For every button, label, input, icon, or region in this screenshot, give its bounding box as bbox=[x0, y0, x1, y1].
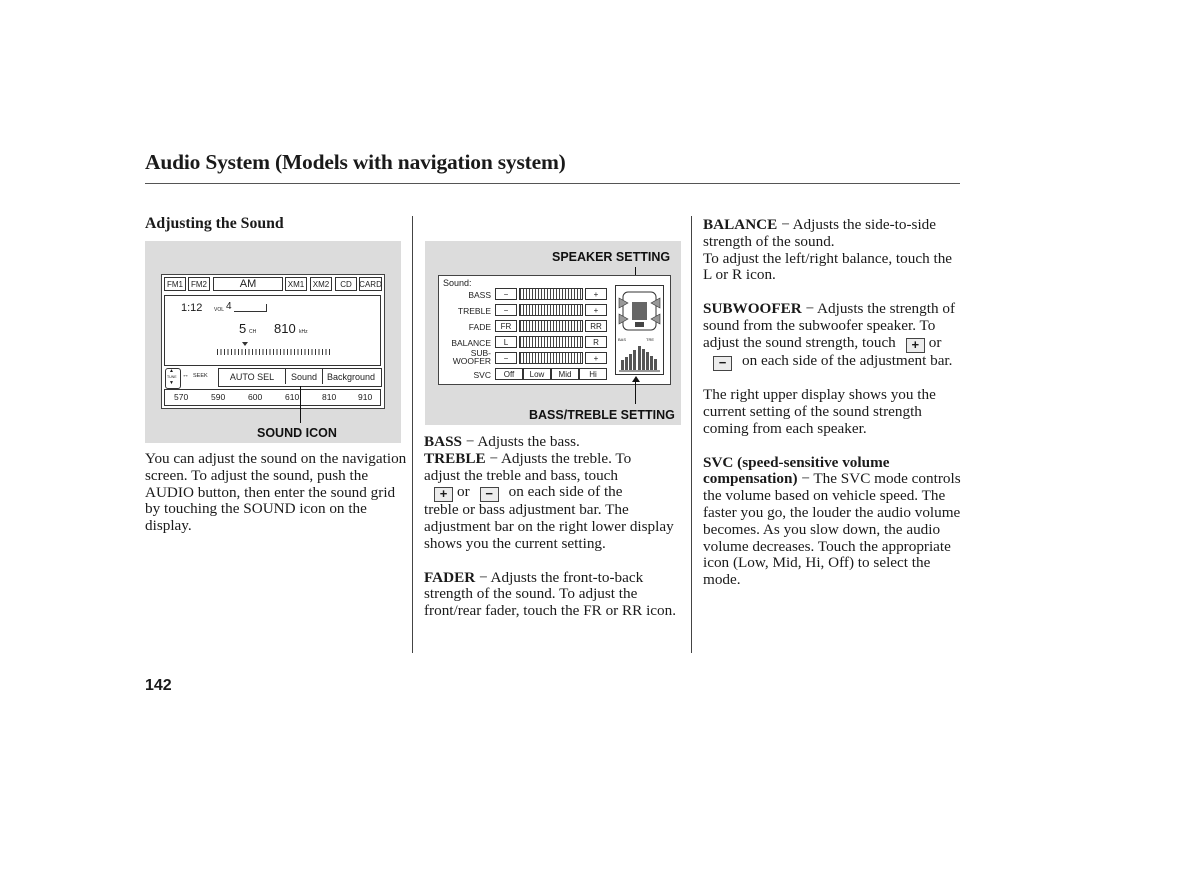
seek-arrows-icon: ↔ bbox=[182, 372, 189, 379]
station-info-panel bbox=[164, 295, 381, 366]
subwoofer-term: SUBWOOFER bbox=[703, 299, 802, 317]
background-button[interactable]: Background bbox=[323, 369, 379, 384]
plus-button-icon: + bbox=[434, 487, 453, 502]
sub-plus-button-icon: + bbox=[906, 338, 925, 353]
car-speaker-diagram-icon bbox=[616, 286, 663, 336]
tune-label: TUNE bbox=[167, 375, 177, 379]
treble-line2: adjust the treble and bass, touch bbox=[424, 466, 619, 484]
sound-title: Sound: bbox=[443, 278, 472, 288]
page-number: 142 bbox=[145, 677, 172, 694]
preset-4[interactable]: 610 bbox=[285, 392, 300, 402]
svc-text: − The SVC mode controls the volume based on vehicle speed. The faster you go, the louder the audio volume becomes. As you slow down, the audio volume decreases. Touch the appropriate icon (Low, Mid, Hi, Off) to select the mode. bbox=[703, 470, 961, 589]
tab-xm2[interactable]: XM2 bbox=[310, 277, 332, 291]
clock: 1:12 bbox=[181, 302, 203, 314]
balance-label: BALANCE bbox=[451, 338, 491, 348]
sound-button[interactable]: Sound bbox=[286, 369, 323, 384]
subwoofer-end: on each side of the adjustment bar. bbox=[742, 351, 953, 369]
title-rule bbox=[145, 183, 960, 184]
treble-term: TREBLE bbox=[424, 449, 486, 467]
col2-body bbox=[424, 434, 686, 620]
treble-label: TREBLE bbox=[457, 306, 491, 316]
preset-1[interactable]: 570 bbox=[174, 392, 189, 402]
speaker-panel bbox=[615, 285, 664, 375]
preset-3[interactable]: 600 bbox=[248, 392, 263, 402]
column-divider-1 bbox=[412, 216, 413, 653]
balance-text2: To adjust the left/right balance, touch the L or R icon. bbox=[703, 249, 953, 284]
treble-plus-button[interactable]: + bbox=[585, 304, 607, 316]
sound-icon-callout-line bbox=[300, 386, 301, 423]
bass-treble-callout-arrow-icon bbox=[632, 376, 640, 382]
radio-screen-figure bbox=[145, 241, 401, 443]
frequency: 810 bbox=[274, 321, 296, 336]
preset-bar bbox=[164, 389, 381, 406]
frequency-unit: kHz bbox=[299, 329, 308, 335]
bass-adjustment-bar[interactable] bbox=[519, 288, 583, 300]
treble-line3-end: on each side of the bbox=[508, 483, 623, 501]
svc-term: SVC (speed-sensitive volume compensation) bbox=[703, 453, 890, 488]
svc-hi-button[interactable]: Hi bbox=[579, 368, 607, 380]
tab-am[interactable]: AM bbox=[213, 277, 283, 291]
subwoofer-plus-button[interactable]: + bbox=[585, 352, 607, 364]
balance-adjustment-bar[interactable] bbox=[519, 336, 583, 348]
right-display-text: The right upper display shows you the current setting of the sound strength coming from each speaker. bbox=[703, 386, 936, 437]
speaker-setting-caption: SPEAKER SETTING bbox=[552, 250, 671, 264]
tuner-scale bbox=[217, 349, 330, 355]
col1-body: You can adjust the sound on the navigation screen. To adjust the sound, push the AUDIO button, then enter the sound grid by touching the SOUND icon on the display. bbox=[145, 450, 407, 535]
or-text: or bbox=[457, 483, 470, 501]
preset-2[interactable]: 590 bbox=[211, 392, 226, 402]
fade-rear-button[interactable]: RR bbox=[585, 320, 607, 332]
svc-mid-button[interactable]: Mid bbox=[551, 368, 579, 380]
fade-label: FADE bbox=[468, 322, 491, 332]
tab-xm1[interactable]: XM1 bbox=[285, 277, 307, 291]
svc-label: SVC bbox=[473, 370, 491, 380]
svc-off-button[interactable]: Off bbox=[495, 368, 523, 380]
subwoofer-label bbox=[441, 349, 491, 365]
volume-bar bbox=[234, 304, 267, 312]
treble-text: − Adjusts the treble. To bbox=[489, 449, 632, 467]
subwoofer-minus-button[interactable]: − bbox=[495, 352, 517, 364]
volume-label: VOL bbox=[214, 307, 225, 313]
bass-plus-button[interactable]: + bbox=[585, 288, 607, 300]
tab-card[interactable]: CARD bbox=[359, 277, 382, 291]
subwoofer-text: − Adjusts the strength of sound from the subwoofer speaker. To adjust the sound strength, touch bbox=[703, 299, 955, 351]
channel-number: 5 bbox=[239, 321, 247, 336]
minus-button-icon: − bbox=[480, 487, 499, 502]
page-title: Audio System (Models with navigation system) bbox=[145, 150, 566, 174]
tune-down-icon: ▼ bbox=[169, 380, 174, 386]
balance-term: BALANCE bbox=[703, 216, 778, 233]
tuner-pointer-icon bbox=[242, 342, 248, 346]
tab-fm2[interactable]: FM2 bbox=[188, 277, 210, 291]
balance-right-button[interactable]: R bbox=[585, 336, 607, 348]
treble-adjustment-bar[interactable] bbox=[519, 304, 583, 316]
fade-adjustment-bar[interactable] bbox=[519, 320, 583, 332]
radio-display bbox=[161, 274, 385, 409]
section-heading: Adjusting the Sound bbox=[145, 215, 284, 232]
svc-low-button[interactable]: Low bbox=[523, 368, 551, 380]
eq-bass-label: BAS bbox=[618, 337, 627, 342]
treble-rest: treble or bass adjustment bar. The adjustment bar on the right lower display shows you the current setting. bbox=[424, 501, 674, 552]
fader-text: − Adjusts the front-to-back strength of the sound. To adjust the front/rear fader, touch the FR or RR icon. bbox=[424, 568, 677, 620]
sound-display bbox=[438, 275, 671, 385]
volume-value: 4 bbox=[226, 301, 232, 312]
bass-minus-button[interactable]: − bbox=[495, 288, 517, 300]
control-bar bbox=[218, 368, 382, 387]
eq-treble-label: TRE bbox=[646, 337, 654, 342]
sub-minus-button-icon: − bbox=[713, 356, 732, 371]
bass-term: BASS bbox=[424, 433, 462, 450]
fader-term: FADER bbox=[424, 568, 476, 586]
tab-cd[interactable]: CD bbox=[335, 277, 357, 291]
subwoofer-label-line1: SUB- bbox=[470, 348, 491, 358]
column-divider-2 bbox=[691, 216, 692, 653]
auto-sel-button[interactable]: AUTO SEL bbox=[219, 369, 286, 384]
balance-text: − Adjusts the side-to-side strength of the sound. bbox=[703, 216, 937, 250]
preset-6[interactable]: 910 bbox=[358, 392, 373, 402]
tune-button[interactable] bbox=[165, 368, 181, 389]
bass-treble-callout-line bbox=[635, 379, 636, 404]
sound-screen-figure bbox=[425, 241, 681, 425]
treble-minus-button[interactable]: − bbox=[495, 304, 517, 316]
subwoofer-adjustment-bar[interactable] bbox=[519, 352, 583, 364]
fade-front-button[interactable]: FR bbox=[495, 320, 517, 332]
preset-5[interactable]: 810 bbox=[322, 392, 337, 402]
subwoofer-label-line2: WOOFER bbox=[452, 356, 491, 366]
seek-label: SEEK bbox=[193, 373, 208, 379]
bass-label: BASS bbox=[468, 290, 491, 300]
tune-up-icon: ▲ bbox=[169, 368, 174, 374]
col3-body bbox=[703, 217, 961, 589]
sound-icon-caption: SOUND ICON bbox=[257, 426, 337, 440]
balance-left-button[interactable]: L bbox=[495, 336, 517, 348]
bass-treble-caption: BASS/TREBLE SETTING bbox=[529, 408, 675, 422]
eq-level-bars-icon bbox=[616, 338, 663, 374]
sub-or-text: or bbox=[928, 333, 942, 351]
tab-fm1[interactable]: FM1 bbox=[164, 277, 186, 291]
channel-label: CH bbox=[249, 329, 257, 335]
bass-text: − Adjusts the bass. bbox=[465, 433, 580, 450]
